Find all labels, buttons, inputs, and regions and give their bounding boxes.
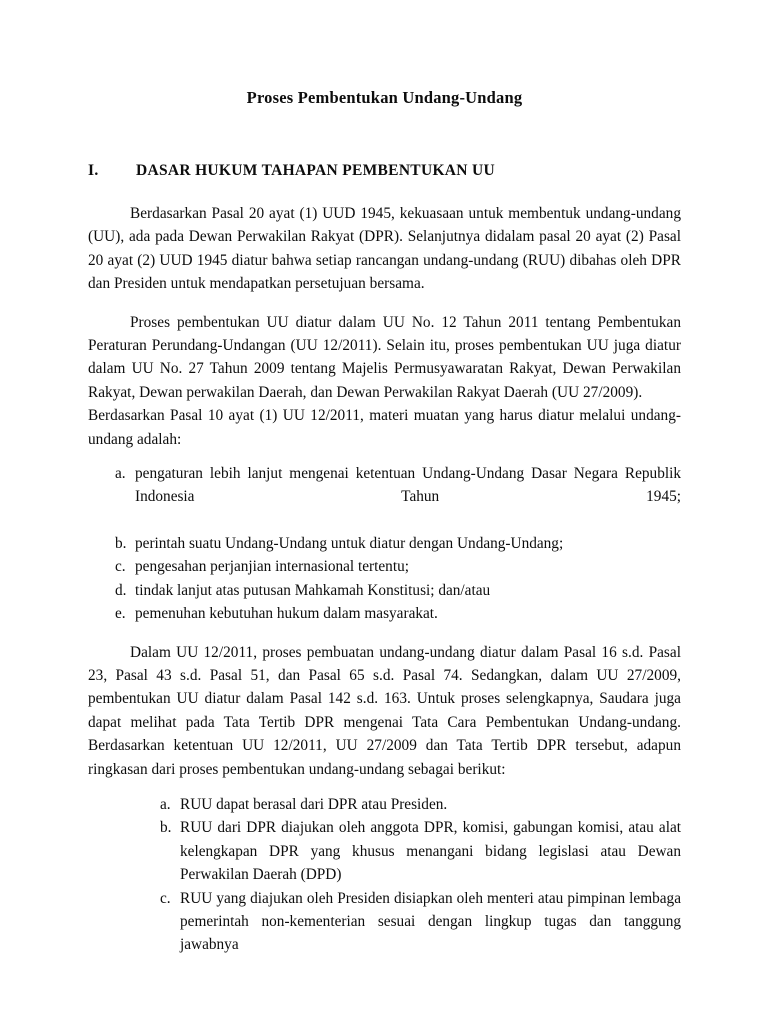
section-number: I.	[88, 162, 99, 179]
list-marker: e.	[115, 605, 126, 623]
page-title: Proses Pembentukan Undang-Undang	[246, 88, 523, 107]
list-marker: d.	[115, 581, 127, 599]
list-item	[115, 555, 681, 578]
list-item	[115, 462, 681, 532]
list-item-text: RUU dapat berasal dari DPR atau Presiden.	[180, 795, 448, 813]
list-item-text: pemenuhan kebutuhan hukum dalam masyarakat.	[135, 605, 438, 623]
list-item-text: RUU yang diajukan oleh Presiden disiapkan oleh menteri atau pimpinan lembaga pemerintah non-kementerian sesuai dengan lingkup tugas dan tanggung jawabnya	[180, 889, 681, 954]
list-item	[160, 816, 681, 886]
section-heading	[88, 108, 681, 180]
list-item	[115, 532, 681, 555]
document-body	[88, 0, 681, 957]
paragraph-ringkasan-intro: Dalam UU 12/2011, proses pembuatan undang-undang diatur dalam Pasal 16 s.d. Pasal 23, Pasal 43 s.d. Pasal 51, dan Pasal 65 s.d. Pasal 74. Sedangkan, dalam UU 27/2009, pembentukan UU diatur dalam Pasal 142 s.d. 163. Untuk proses selengkapnya, Saudara juga dapat melihat pada Tata Tertib DPR mengenai Tata Cara Pembentukan Undang-undang. Berdasarkan ketentuan UU 12/2011, UU 27/2009 dan Tata Tertib DPR tersebut, adapun ringkasan dari proses pembentukan undang-undang sebagai berikut:	[88, 643, 681, 778]
list-item	[160, 887, 681, 957]
list-item	[115, 602, 681, 625]
list-marker: b.	[160, 819, 172, 837]
list-item-text: perintah suatu Undang-Undang untuk diatur dengan Undang-Undang;	[135, 535, 564, 553]
list-item-text: RUU dari DPR diajukan oleh anggota DPR, komisi, gabungan komisi, atau alat kelengkapan DPR yang khusus menangani bidang legislasi atau Dewan Perwakilan Daerah (DPD)	[180, 819, 681, 884]
list-item	[160, 793, 681, 816]
list-ringkasan-proses	[88, 793, 681, 957]
list-marker: c.	[160, 889, 171, 907]
paragraph-dasar-hukum: Berdasarkan Pasal 20 ayat (1) UUD 1945, kekuasaan untuk membentuk undang-undang (UU), ada pada Dewan Perwakilan Rakyat (DPR). Selanjutnya didalam pasal 20 ayat (2) Pasal 20 ayat (2) UUD 1945 diatur bahwa setiap rancangan undang-undang (RUU) dibahas oleh DPR dan Presiden untuk mendapatkan persetujuan bersama.	[88, 205, 681, 293]
list-marker: b.	[115, 535, 127, 553]
section-title: DASAR HUKUM TAHAPAN PEMBENTUKAN UU	[136, 162, 495, 179]
list-marker: a.	[115, 464, 126, 482]
list-item-text: pengaturan lebih lanjut mengenai ketentuan Undang-Undang Dasar Negara Republik Indonesia Tahun 1945;	[135, 464, 681, 506]
list-marker: c.	[115, 558, 126, 576]
paragraph-materi-muatan-intro: Berdasarkan Pasal 10 ayat (1) UU 12/2011, materi muatan yang harus diatur melalui undang-undang adalah:	[88, 407, 681, 448]
list-item-text: pengesahan perjanjian internasional tertentu;	[135, 558, 409, 576]
paragraph-proses-pembentukan: Proses pembentukan UU diatur dalam UU No. 12 Tahun 2011 tentang Pembentukan Peraturan Perundang-Undangan (UU 12/2011). Selain itu, proses pembentukan UU juga diatur dalam UU No. 27 Tahun 2009 tentang Majelis Permusyawaratan Rakyat, Dewan Perwakilan Rakyat, Dewan perwakilan Daerah, dan Dewan Perwakilan Rakyat Daerah (UU 27/2009).	[88, 313, 681, 401]
list-item-text: tindak lanjut atas putusan Mahkamah Konstitusi; dan/atau	[135, 581, 491, 599]
list-marker: a.	[160, 795, 171, 813]
list-materi-muatan	[88, 462, 681, 626]
list-item	[115, 579, 681, 602]
